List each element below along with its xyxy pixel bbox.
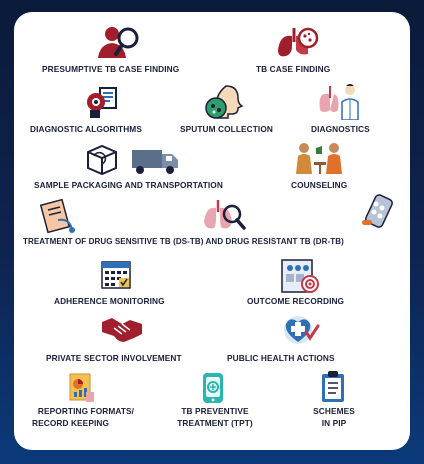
counseling-people-icon: [292, 140, 348, 178]
label-treatment-ds-dr-tb: TREATMENT OF DRUG SENSITIVE TB (DS-TB) AND DRUG RESISTANT TB (DR-TB): [23, 237, 344, 246]
label-sputum-collection: SPUTUM COLLECTION: [180, 124, 273, 134]
calendar-check-icon: [100, 258, 132, 290]
handshake-icon: [100, 314, 144, 344]
doctor-xray-icon: [316, 80, 364, 120]
label-diagnostic-algorithms: DIAGNOSTIC ALGORITHMS: [30, 124, 142, 134]
treatment-clipboard-icon: [36, 196, 76, 234]
magnifier-person-icon: [94, 24, 144, 60]
mobile-health-icon: [198, 372, 228, 404]
label-outcome-recording: OUTCOME RECORDING: [247, 296, 345, 306]
label-private-sector: PRIVATE SECTOR INVOLVEMENT: [46, 353, 182, 363]
label-schemes-line2: IN PIP: [321, 418, 347, 428]
services-card: [14, 12, 410, 450]
label-tpt-line2: TREATMENT (TPT): [177, 418, 253, 428]
label-diagnostics: DIAGNOSTICS: [311, 124, 370, 134]
sputum-cough-icon: [202, 82, 244, 120]
clipboard-target-icon: [278, 256, 320, 294]
label-tpt-line1: TB PREVENTIVE: [181, 406, 249, 416]
gear-document-icon: [84, 84, 120, 120]
lungs-bacteria-icon: [274, 24, 320, 60]
label-tb-preventive-treatment: [160, 405, 270, 429]
label-schemes-line1: SCHEMES: [313, 406, 355, 416]
label-public-health-actions: PUBLIC HEALTH ACTIONS: [227, 353, 335, 363]
pills-icon: [360, 194, 396, 232]
package-truck-icon: [84, 140, 184, 178]
health-heart-check-icon: [280, 312, 320, 346]
clipboard-list-icon: [320, 370, 346, 404]
label-sample-packaging: SAMPLE PACKAGING AND TRANSPORTATION: [34, 180, 223, 190]
lungs-magnifier-icon: [202, 198, 248, 232]
label-reporting-line1: REPORTING FORMATS/: [37, 406, 135, 416]
report-chart-icon: [66, 372, 96, 404]
label-presumptive-tb-case-finding: PRESUMPTIVE TB CASE FINDING: [42, 64, 180, 74]
label-adherence-monitoring: ADHERENCE MONITORING: [54, 296, 165, 306]
label-reporting-formats: [26, 405, 146, 429]
label-reporting-line2: RECORD KEEPING: [32, 418, 110, 428]
label-schemes-in-pip: [294, 405, 374, 429]
label-tb-case-finding: TB CASE FINDING: [256, 64, 331, 74]
label-counseling: COUNSELING: [291, 180, 348, 190]
